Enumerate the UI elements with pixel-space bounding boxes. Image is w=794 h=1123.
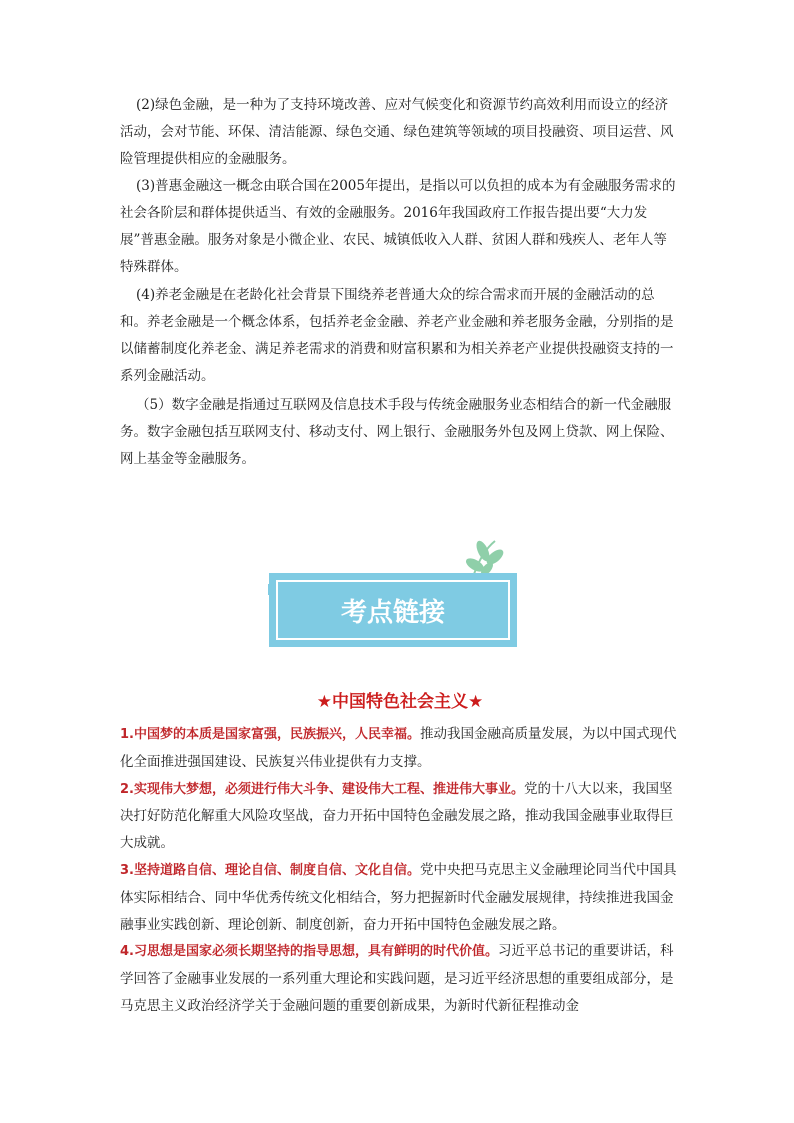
item-text: 党的十八大以来，我国坚决打好防范化解重大风险攻坚战，奋力开拓中国特色金融发展之路，推动我国金融事业取得巨大成就。 (120, 780, 674, 852)
list-item (120, 776, 680, 857)
section-title-text: 中国特色社会主义 (332, 692, 468, 712)
section-title (120, 687, 680, 712)
list-item (120, 938, 680, 1019)
item-highlight: 2.实现伟大梦想，必须进行伟大斗争、建设伟大工程、推进伟大事业。 (120, 781, 524, 797)
paragraph-pension-finance (120, 282, 680, 390)
paragraph-text: (3)普惠金融这一概念由联合国在2005年提出，是指以可以负担的成本为有金融服务需求的社会各阶层和群体提供适当、有效的金融服务。2016年我国政府工作报告提出要“大力发展”普惠金融。服务对象是小微企业、农民、城镇低收入人群、贫困人群和残疾人、老年人等特殊群体。 (120, 178, 676, 275)
list-item (120, 857, 680, 938)
item-text: 推动我国金融高质量发展，为以中国式现代化全面推进强国建设、民族复兴伟业提供有力支撑。 (120, 726, 677, 770)
paragraph-inclusive-finance (120, 173, 680, 281)
item-text: 党中央把马克思主义金融理论同当代中国具体实际相结合、同中华优秀传统文化相结合，努力把握新时代金融发展规律，持续推进我国金融事业实践创新、理论创新、制度创新，奋力开拓中国特色金融发展之路。 (120, 861, 677, 933)
paragraph-digital-finance (120, 392, 680, 473)
list-item (120, 721, 680, 776)
star-icon: ★ (316, 692, 332, 712)
paragraph-green-finance (120, 92, 680, 173)
item-text: 习近平总书记的重要讲话，科学回答了金融事业发展的一系列重大理论和实践问题，是习近平经济思想的重要组成部分，是马克思主义政治经济学关于金融问题的重要创新成果，为新时代新征程推动金 (120, 943, 674, 1014)
paragraph-text: （5）数字金融是指通过互联网及信息技术手段与传统金融服务业态相结合的新一代金融服务。数字金融包括互联网支付、移动支付、网上银行、金融服务外包及网上贷款、网上保险、网上基金等金融服务。 (120, 397, 674, 467)
item-highlight: 3.坚持道路自信、理论自信、制度自信、文化自信。 (120, 862, 420, 878)
paragraph-text: (2)绿色金融，是一种为了支持环境改善、应对气候变化和资源节约高效利用而设立的经济活动，会对节能、环保、清洁能源、绿色交通、绿色建筑等领域的项目投融资、项目运营、风险管理提供相应的金融服务。 (120, 97, 674, 167)
paragraph-text: (4)养老金融是在老龄化社会背景下围绕养老普通大众的综合需求而开展的金融活动的总和。养老金融是一个概念体系，包括养老金金融、养老产业金融和养老服务金融，分别指的是以储蓄制度化养老金、满足养老需求的消费和财富积累和为相关养老产业提供投融资支持的一系列金融活动。 (120, 287, 674, 384)
item-highlight: 1.中国梦的本质是国家富强，民族振兴，人民幸福。 (120, 727, 420, 742)
item-highlight: 4.习思想是国家必须长期坚持的指导思想，具有鲜明的时代价值。 (120, 944, 498, 960)
star-icon: ★ (468, 692, 484, 712)
section-badge (263, 537, 533, 655)
leaf-sprig-icon (464, 539, 506, 578)
key-points-list (120, 721, 680, 1020)
badge-label: 考点链接 (340, 598, 446, 628)
